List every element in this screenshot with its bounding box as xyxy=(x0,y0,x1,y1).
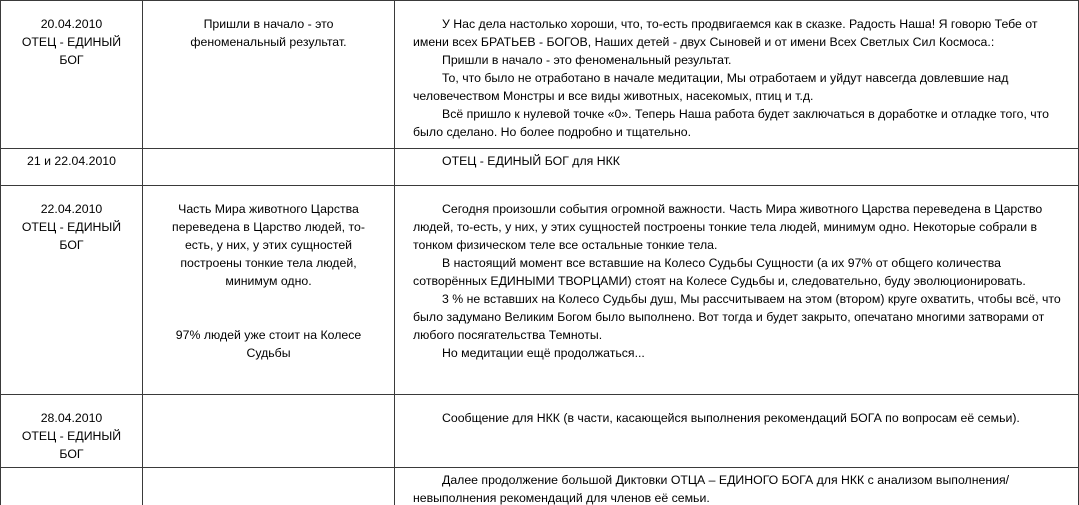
table-row xyxy=(1,468,1079,505)
message-paragraph: Пришли в начало - это феноменальный результат. xyxy=(442,53,732,67)
message-paragraph: 3 % не вставших на Колесо Судьбы душ, Мы рассчитываем на этом (втором) круге охватить, чтобы всё, что было задумано Великим Богом было выполнено. Вот тогда и будет закрыто, опечатано многими затворами от любого посягательства Темноты. xyxy=(413,292,1061,342)
table-row xyxy=(1,149,1079,186)
message-paragraph: Но медитации ещё продолжаться... xyxy=(442,346,645,360)
author-line: БОГ xyxy=(59,238,84,252)
message-paragraph: Далее продолжение большой Диктовки ОТЦА – ЕДИНОГО БОГА для НКК с анализом выполнения/невыполнения рекомендаций для членов её семьи. xyxy=(413,473,1010,505)
date-block xyxy=(1,1,142,69)
table-row xyxy=(1,186,1079,395)
message-paragraph: В настоящий момент все вставшие на Колесо Судьбы Сущности (а их 97% от общего количества сотворённых ЕДИНЫМИ ТВОРЦАМИ) стоят на Колесе Судьбы и, следовательно, буду эволюционировать. xyxy=(413,256,1026,288)
summary-block xyxy=(143,186,394,362)
date-block xyxy=(1,149,142,170)
message-block xyxy=(395,395,1078,427)
message-paragraph: То, что было не отработано в начале медитации, Мы отработаем и уйдут навсегда довлевшие над человечеством Монстры и все виды животных, насекомых, птиц и т.д. xyxy=(413,71,1009,103)
summary-text: Пришли в начало - это феноменальный результат. xyxy=(190,17,347,49)
summary-text: Часть Мира животного Царства переведена в Царство людей, то-есть, у них, у этих сущностей построены тонкие тела людей, минимум одно. xyxy=(172,202,365,288)
message-cell xyxy=(395,468,1079,505)
message-paragraph: ОТЕЦ - ЕДИНЫЙ БОГ для НКК xyxy=(442,154,620,168)
message-paragraph: Всё пришло к нулевой точке «0». Теперь Наша работа будет заключаться в доработке и отладке того, что было сделано. Но более подробно и тщательно. xyxy=(413,107,1050,139)
date-cell xyxy=(1,1,143,149)
message-paragraph: У Нас дела настолько хороши, что, то-есть продвигаемся как в сказке. Радость Наша! Я говорю Тебе от имени всех БРАТЬЕВ - БОГОВ, Наших детей - двух Сыновей и от имени Всех Светлых Сил Космоса.: xyxy=(413,17,1038,49)
summary-block xyxy=(143,1,394,51)
table-row xyxy=(1,1,1079,149)
date-cell xyxy=(1,395,143,468)
message-block xyxy=(395,468,1078,505)
message-block xyxy=(395,186,1078,362)
summary-cell xyxy=(143,468,395,505)
date-line: 20.04.2010 xyxy=(40,17,103,31)
summary-cell xyxy=(143,149,395,186)
message-paragraph: Сообщение для НКК (в части, касающейся выполнения рекомендаций БОГА по вопросам её семьи). xyxy=(442,411,1020,425)
summary-cell xyxy=(143,186,395,395)
date-cell xyxy=(1,186,143,395)
date-line: 21 и 22.04.2010 xyxy=(27,154,116,168)
summary-text: 97% людей уже стоит на Колесе Судьбы xyxy=(175,328,362,360)
message-cell xyxy=(395,1,1079,149)
summary-spacer xyxy=(159,290,378,326)
date-line: 28.04.2010 xyxy=(40,411,103,425)
author-line: БОГ xyxy=(59,53,84,67)
message-block xyxy=(395,1,1078,141)
date-cell xyxy=(1,149,143,186)
message-cell xyxy=(395,149,1079,186)
author-line: БОГ xyxy=(59,447,84,461)
date-block xyxy=(1,395,142,463)
summary-cell xyxy=(143,1,395,149)
date-line: 22.04.2010 xyxy=(40,202,103,216)
date-cell xyxy=(1,468,143,505)
message-paragraph: Сегодня произошли события огромной важности. Часть Мира животного Царства переведена в Царство людей, то-есть, у них, у этих сущностей построены тонкие тела людей, минимум одно. Некоторые собрали в тонком физическом теле все остальные тонкие тела. xyxy=(413,202,1043,252)
message-cell xyxy=(395,395,1079,468)
author-line: ОТЕЦ - ЕДИНЫЙ xyxy=(21,220,122,234)
author-line: ОТЕЦ - ЕДИНЫЙ xyxy=(21,35,122,49)
author-line: ОТЕЦ - ЕДИНЫЙ xyxy=(21,429,122,443)
message-block xyxy=(395,149,1078,170)
table-row xyxy=(1,395,1079,468)
message-cell xyxy=(395,186,1079,395)
summary-cell xyxy=(143,395,395,468)
date-block xyxy=(1,186,142,254)
